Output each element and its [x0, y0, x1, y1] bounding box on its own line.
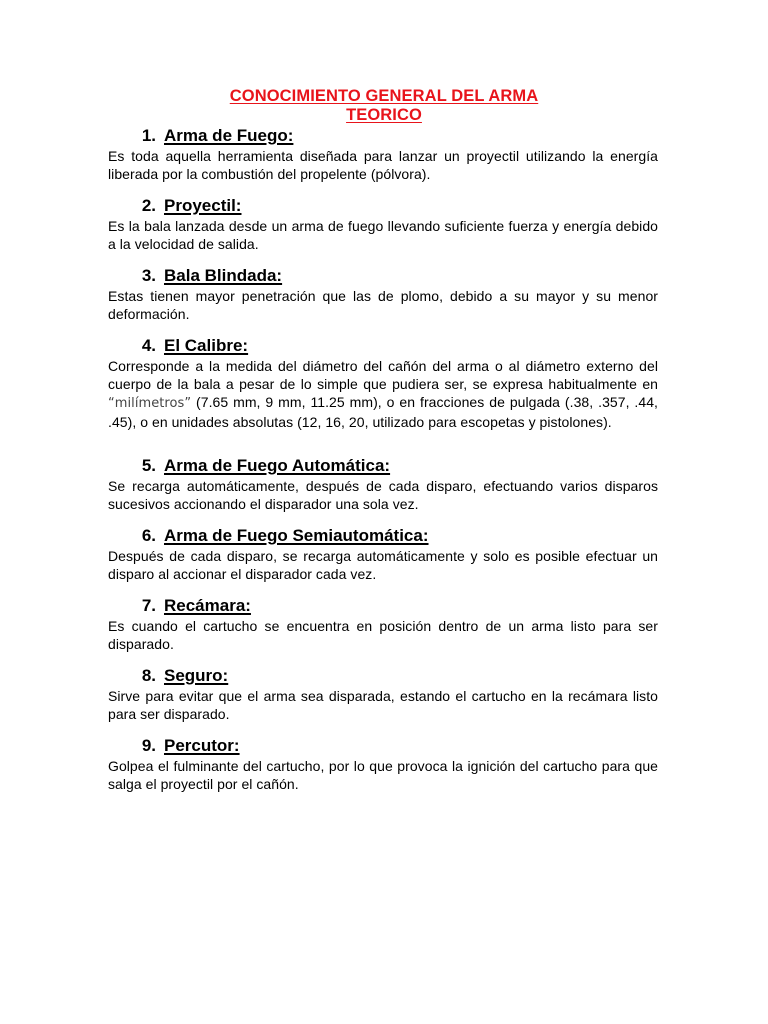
section-el-calibre: [108, 336, 658, 431]
document-title-line1: CONOCIMIENTO GENERAL DEL ARMA: [229, 87, 539, 105]
section-title: Seguro:: [164, 666, 229, 685]
section-title: Arma de Fuego Semiautomática:: [164, 526, 429, 545]
section-text: Es la bala lanzada desde un arma de fuego llevando suficiente fuerza y energía debido a la velocidad de salida.: [108, 218, 658, 252]
section-title: Percutor:: [164, 736, 240, 755]
section-text: Se recarga automáticamente, después de cada disparo, efectuando varios disparos sucesivos accionando el disparador una sola vez.: [108, 478, 658, 512]
section-text-part: (7.65 mm, 9 mm, 11.25 mm), o en fracciones de pulgada (.38, .357, .44, .45), o en unidades absolutas (12, 16, 20, utilizado para escopetas y pistolones).: [108, 394, 658, 430]
section-percutor: [108, 736, 658, 793]
section-number: 2.: [141, 196, 156, 215]
section-recamara: [108, 596, 658, 653]
section-heading: [108, 196, 658, 216]
section-arma-automatica: [108, 456, 658, 513]
section-text-quoted: “milímetros”: [108, 396, 192, 411]
section-number: 4.: [141, 336, 156, 355]
section-text: Es cuando el cartucho se encuentra en posición dentro de un arma listo para ser disparado.: [108, 618, 658, 652]
section-text: Después de cada disparo, se recarga automáticamente y solo es posible efectuar un disparo al accionar el disparador cada vez.: [108, 548, 658, 582]
section-number: 1.: [141, 126, 156, 145]
section-heading: [108, 336, 658, 356]
section-title: Proyectil:: [164, 196, 242, 215]
document-title-line2: TEORICO: [346, 106, 422, 124]
section-text-part: Corresponde a la medida del diámetro del cañón del arma o al diámetro externo del cuerpo de la bala a pesar de lo simple que pudiera ser, se expresa habitualmente en: [108, 358, 658, 392]
section-title: Bala Blindada:: [164, 266, 283, 285]
section-title: El Calibre:: [164, 336, 249, 355]
section-text: [108, 357, 658, 431]
section-proyectil: [108, 196, 658, 253]
section-heading: [108, 456, 658, 476]
section-heading: [108, 666, 658, 686]
section-heading: [108, 596, 658, 616]
section-title: Arma de Fuego:: [164, 126, 294, 145]
section-number: 3.: [141, 266, 156, 285]
section-number: 8.: [141, 666, 156, 685]
section-arma-semiautomatica: [108, 526, 658, 583]
section-arma-de-fuego: [108, 126, 658, 183]
section-heading: [108, 266, 658, 286]
section-text: Golpea el fulminante del cartucho, por lo que provoca la ignición del cartucho para que salga el proyectil por el cañón.: [108, 758, 658, 792]
section-number: 7.: [141, 596, 156, 615]
section-number: 9.: [141, 736, 156, 755]
section-text: Es toda aquella herramienta diseñada para lanzar un proyectil utilizando la energía liberada por la combustión del propelente (pólvora).: [108, 148, 658, 182]
section-title: Arma de Fuego Automática:: [164, 456, 391, 475]
section-text: Sirve para evitar que el arma sea disparada, estando el cartucho en la recámara listo para ser disparado.: [108, 688, 658, 722]
section-title: Recámara:: [164, 596, 251, 615]
section-bala-blindada: [108, 266, 658, 323]
section-number: 5.: [141, 456, 156, 475]
section-heading: [108, 526, 658, 546]
section-seguro: [108, 666, 658, 723]
section-heading: [108, 126, 658, 146]
section-number: 6.: [141, 526, 156, 545]
section-text: Estas tienen mayor penetración que las de plomo, debido a su mayor y su menor deformación.: [108, 288, 658, 322]
section-heading: [108, 736, 658, 756]
